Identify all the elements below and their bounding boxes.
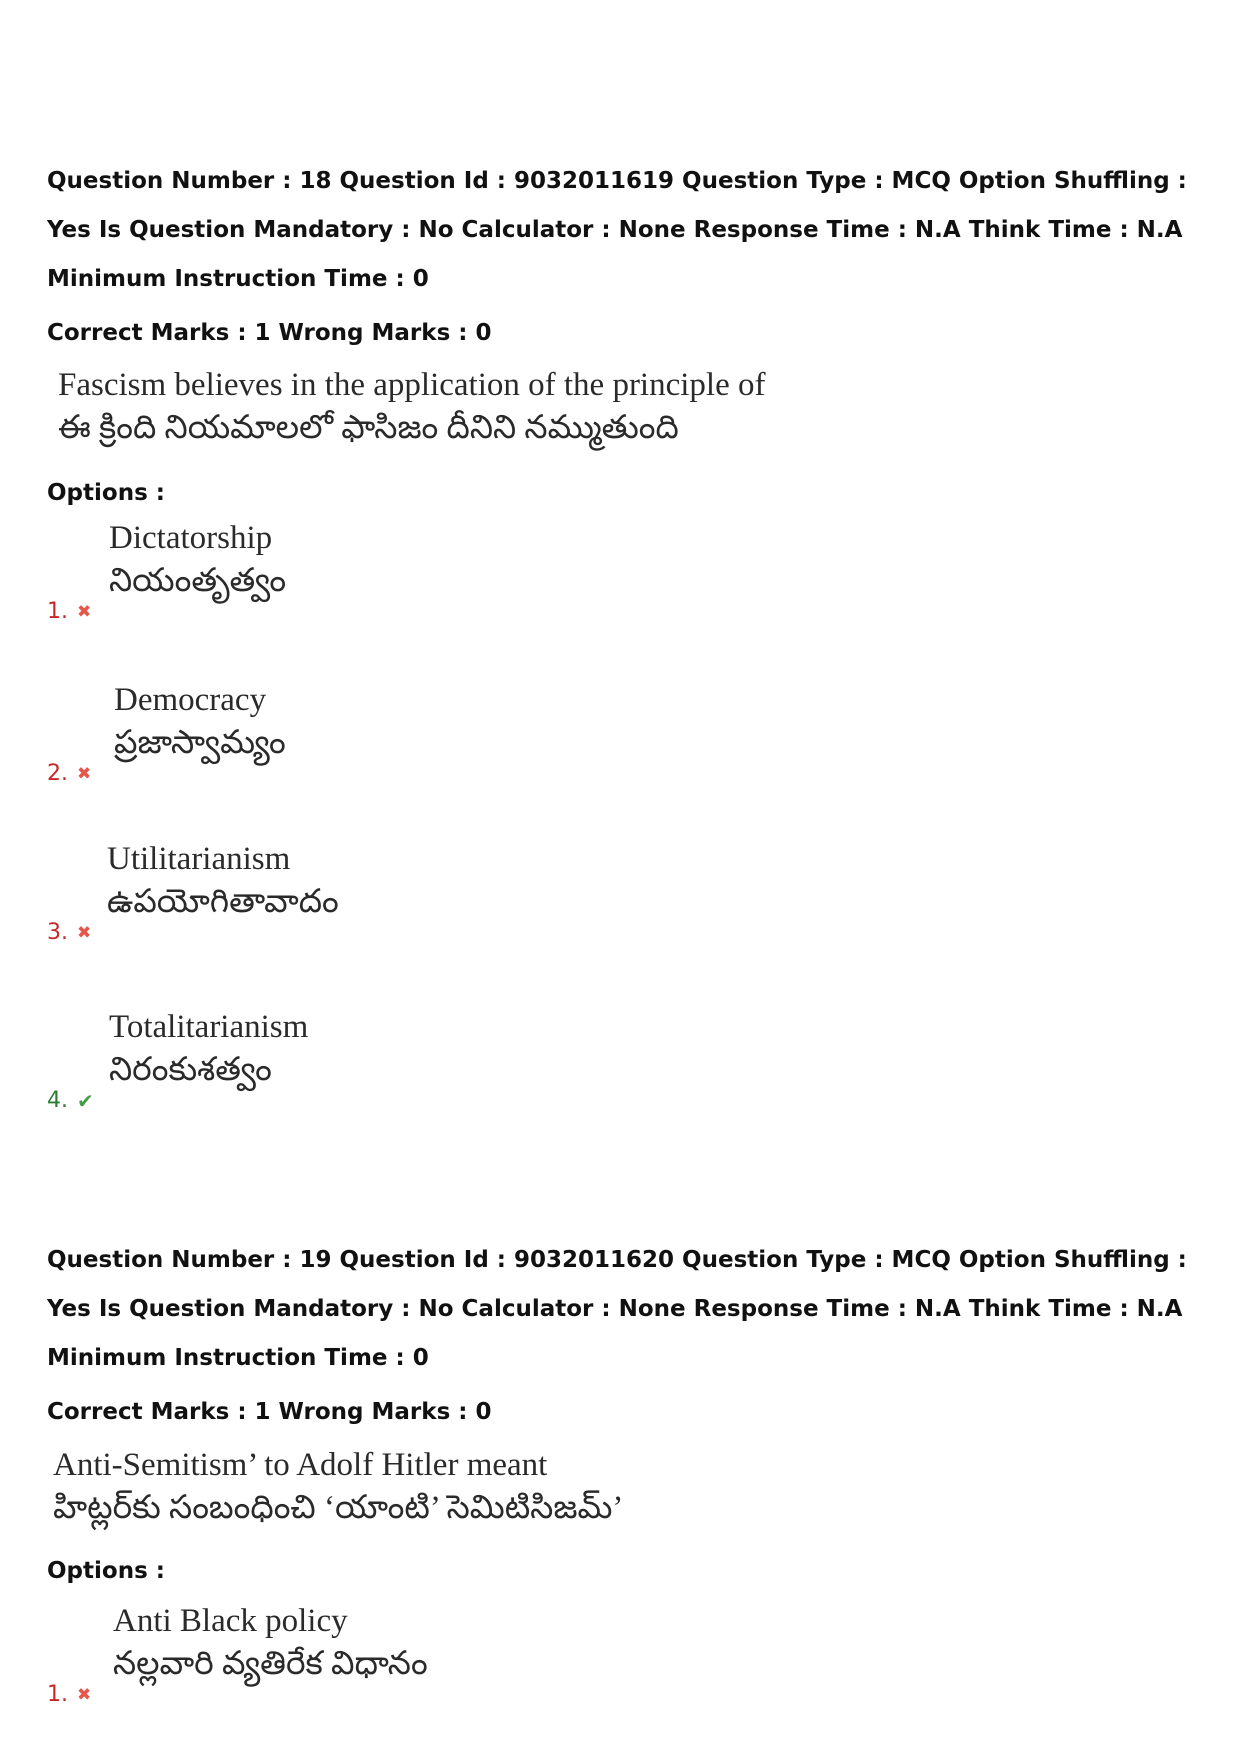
option-4 [47,1006,647,1116]
option-text-te: నల్లవారి వ్యతిరేక విధానం [113,1646,428,1682]
option-text [109,517,286,603]
question-text-en: Fascism believes in the application of the principle of [58,367,766,403]
question-meta: Question Number : 18 Question Id : 9032011619 Question Type : MCQ Option Shuffling : Yes Is Question Mandatory : No Calculator : None Response Time : N.A Think Time : N.A Minimum Instruction Time : 0 [47,168,1187,292]
option-1 [47,1600,647,1710]
option-text [113,1600,428,1686]
option-number: 1. [47,599,68,624]
question-text [53,1444,623,1530]
option-number: 1. [47,1682,68,1707]
option-text-en: Totalitarianism [109,1009,309,1045]
question-text-te: ఈ క్రింది నియమాలలో ఫాసిజం దీనిని నమ్ముతుంది [58,410,679,446]
options-label: Options : [47,480,165,506]
option-text [109,1006,308,1092]
option-text-en: Democracy [114,682,267,718]
option-text-te: నిరంకుశత్వం [109,1052,272,1088]
option-text-te: నియంతృత్వం [109,563,287,599]
option-3 [47,838,647,948]
option-text-en: Anti Black policy [113,1603,348,1639]
wrong-cross-icon: ✖ [77,764,92,784]
option-text [114,679,286,765]
option-1 [47,517,647,627]
wrong-cross-icon: ✖ [77,1685,92,1705]
option-text-te: ఉపయోగితావాదం [107,884,339,920]
option-2 [47,679,647,789]
option-number: 4. [47,1088,68,1113]
wrong-cross-icon: ✖ [77,602,92,622]
question-text-en: Anti-Semitism’ to Adolf Hitler meant [53,1447,548,1483]
wrong-cross-icon: ✖ [77,923,92,943]
question-marks: Correct Marks : 1 Wrong Marks : 0 [47,320,492,346]
question-meta: Question Number : 19 Question Id : 9032011620 Question Type : MCQ Option Shuffling : Yes Is Question Mandatory : No Calculator : None Response Time : N.A Think Time : N.A Minimum Instruction Time : 0 [47,1247,1187,1371]
option-text-te: ప్రజాస్వామ్యం [114,725,286,761]
option-text-en: Utilitarianism [107,841,291,877]
option-text-en: Dictatorship [109,520,273,556]
correct-check-icon: ✔ [77,1089,94,1113]
question-text-te: హిట్లర్‌కు సంబంధించి ‘యాంటి’ సెమిటిసిజమ్’ [53,1490,624,1526]
question-text [58,364,765,450]
question-marks: Correct Marks : 1 Wrong Marks : 0 [47,1399,492,1425]
option-number: 2. [47,761,68,786]
options-label: Options : [47,1558,165,1584]
option-number: 3. [47,920,68,945]
option-text [107,838,339,924]
